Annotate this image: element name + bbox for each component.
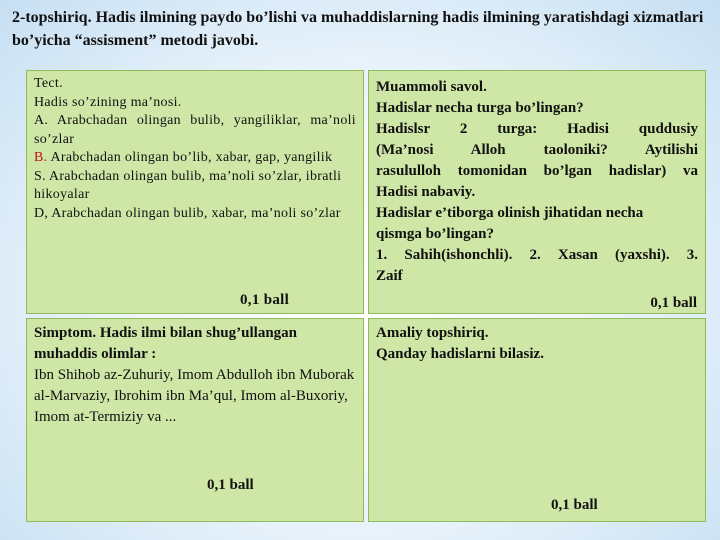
symptom-cell xyxy=(26,318,364,522)
option-s: S. Arabchadan olingan bulib, ma’noli so’zlar, ibratli hikoyalar xyxy=(34,168,342,202)
problem-line: qismga bo’lingan? xyxy=(376,226,494,242)
symptom-title: Simptom. Hadis ilmi bilan shug’ullangan muhaddis olimlar : xyxy=(34,325,297,362)
test-heading: Tect. xyxy=(34,76,63,91)
symptom-text: Ibn Shihob az-Zuhuriy, Imom Abdulloh ibn Muborak al-Marvaziy, Ibrohim ibn Ma’qul, Imom al-Buxoriy, Imom at-Termiziy va ... xyxy=(34,367,355,425)
problem-score: 0,1 ball xyxy=(650,295,697,311)
test-cell xyxy=(26,70,364,314)
practical-question: Qanday hadislarni bilasiz. xyxy=(376,346,544,362)
problem-line: Muammoli savol. xyxy=(376,79,487,95)
test-score: 0,1 ball xyxy=(240,292,290,308)
test-question: Hadis so’zining ma’nosi. xyxy=(34,94,182,110)
problem-line: 1. Sahih(ishonchli). 2. Xasan (yaxshi). 3. xyxy=(376,247,698,263)
practical-cell xyxy=(368,318,706,522)
option-b-letter: B. xyxy=(34,150,48,165)
problem-line: Hadisi nabaviy. xyxy=(376,184,476,200)
problem-cell xyxy=(368,70,706,314)
problem-line: Hadislar necha turga bo’lingan? xyxy=(376,100,584,116)
option-b xyxy=(34,149,356,168)
problem-line: Hadislsr 2 turga: Hadisi quddusiy xyxy=(376,121,698,137)
option-b-text: Arabchadan olingan bo’lib, xabar, gap, yangilik xyxy=(47,150,333,165)
practical-score: 0,1 ball xyxy=(551,497,598,513)
problem-line: Hadislar e’tiborga olinish jihatidan necha xyxy=(376,205,644,221)
assessment-grid xyxy=(26,70,706,522)
problem-line: (Ma’nosi Alloh taoloniki? Aytilishi xyxy=(376,142,698,158)
option-d: D, Arabchadan olingan bulib, xabar, ma’noli so’zlar xyxy=(34,205,341,221)
symptom-score: 0,1 ball xyxy=(207,477,254,493)
slide-title: 2-topshiriq. Hadis ilmining paydo bo’lishi va muhaddislarning hadis ilmining yaratishdagi xizmatlari bo’yicha “assisment” metodi javobi. xyxy=(12,9,704,49)
problem-line: rasululloh tomonidan bo’lgan hadislar) va xyxy=(376,163,698,179)
practical-title: Amaliy topshiriq. xyxy=(376,325,489,341)
option-a: A. Arabchadan olingan bulib, yangiliklar, ma’noli so’zlar xyxy=(34,113,356,147)
problem-line: Zaif xyxy=(376,268,403,284)
